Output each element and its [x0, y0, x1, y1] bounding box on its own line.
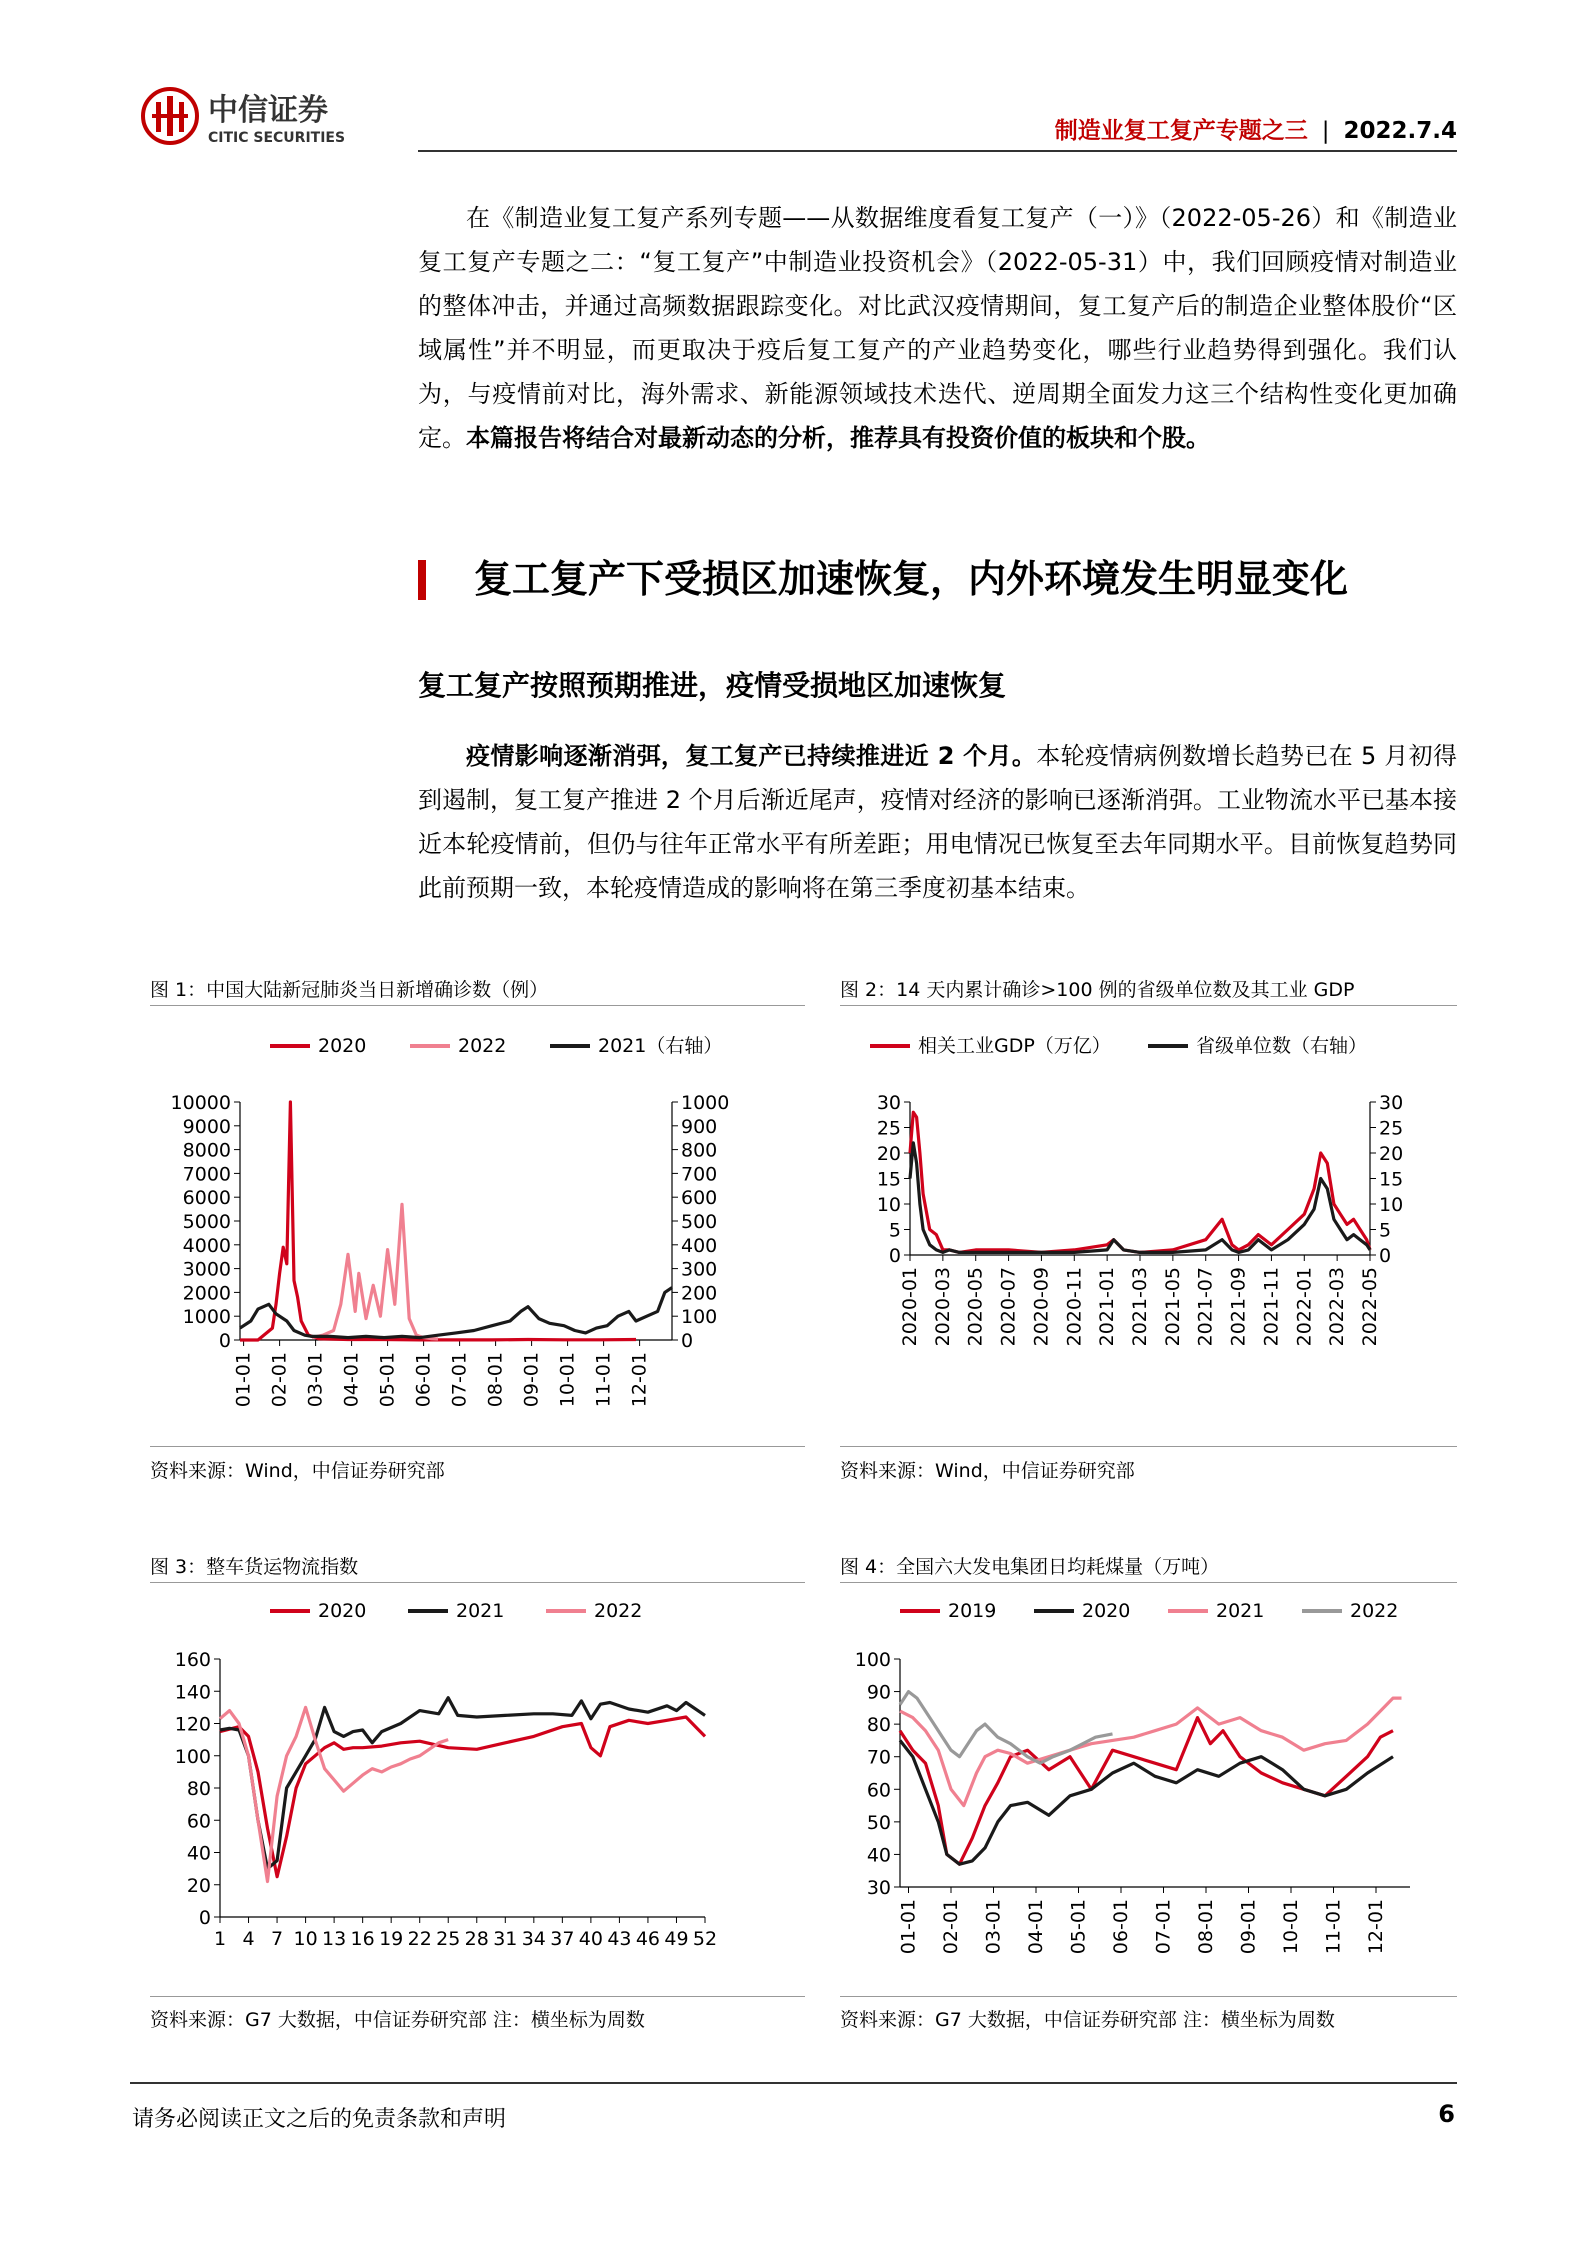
footer-disclaimer: 请务必阅读正文之后的免责条款和声明 [132, 2107, 507, 2132]
y-tick-label: 60 [866, 1779, 891, 1802]
x-tick-label: 7 [271, 1928, 284, 1950]
y-tick-label: 80 [186, 1778, 211, 1800]
fig2-bottom-rule [840, 1446, 1457, 1447]
y-tick-label: 6000 [182, 1187, 231, 1210]
y-tick-label: 80 [866, 1714, 891, 1737]
y-tick-label: 100 [854, 1649, 891, 1671]
y2-tick-label: 100 [681, 1306, 718, 1329]
y-tick-label: 4000 [182, 1234, 231, 1257]
y2-tick-label: 30 [1379, 1092, 1404, 1114]
logo [140, 84, 460, 148]
y-tick-label: 40 [866, 1844, 891, 1867]
y2-tick-label: 200 [681, 1282, 718, 1305]
y-tick-label: 3000 [182, 1258, 231, 1281]
y2-tick-label: 5 [1379, 1219, 1392, 1242]
x-tick-label: 49 [664, 1928, 689, 1950]
legend-label: 2020 [318, 1600, 367, 1622]
x-tick-label: 52 [692, 1928, 718, 1950]
x-tick-label: 2021-01 [1096, 1267, 1119, 1347]
body-paragraph [418, 734, 1457, 910]
x-tick-label: 2021-07 [1194, 1267, 1217, 1347]
body-text: 本轮疫情病例数增长趋势已在 5 月初得到遏制，复工复产推进 2 个月后渐近尾声，疫情对经济的影响已逐渐消弭。工业物流水平已基本接近本轮疫情前，但仍与往年正常水平有所差距；用电情况已恢复至去年同期水平。目前恢复趋势同此前预期一致，本轮疫情造成的影响将在第三季度初基本结束。 [418, 742, 1457, 902]
x-tick-label: 10 [293, 1928, 318, 1950]
x-tick-label: 1 [213, 1928, 227, 1950]
y-tick-label: 50 [866, 1811, 891, 1834]
series-line-相关工业GDP（万亿） [910, 1112, 1370, 1252]
fig3-top-rule [150, 1582, 805, 1583]
x-tick-label: 01-01 [897, 1899, 920, 1955]
x-tick-label: 02-01 [268, 1352, 291, 1408]
x-tick-label: 02-01 [940, 1899, 962, 1955]
x-tick-label: 06-01 [1110, 1899, 1132, 1955]
fig1-bottom-rule [150, 1446, 805, 1447]
logo-cn: 中信证券 [208, 93, 328, 128]
series-line-2019 [900, 1718, 1393, 1865]
y-tick-label: 70 [866, 1746, 891, 1769]
header-rule [418, 150, 1457, 152]
x-tick-label: 19 [379, 1928, 404, 1950]
y2-tick-label: 1000 [681, 1092, 730, 1114]
y-tick-label: 1000 [182, 1306, 231, 1329]
fig3-source: 资料来源：G7 大数据，中信证券研究部 注：横坐标为周数 [150, 2009, 645, 2031]
x-tick-label: 10-01 [1280, 1899, 1302, 1955]
x-tick-label: 2022-05 [1359, 1267, 1381, 1347]
x-tick-label: 05-01 [376, 1352, 399, 1408]
y2-tick-label: 600 [681, 1187, 718, 1210]
y-tick-label: 60 [186, 1810, 211, 1833]
y2-tick-label: 500 [681, 1211, 718, 1233]
x-tick-label: 03-01 [304, 1352, 327, 1408]
y2-tick-label: 10 [1379, 1194, 1404, 1216]
y-tick-label: 9000 [182, 1115, 231, 1138]
fig1-source: 资料来源：Wind，中信证券研究部 [150, 1460, 445, 1482]
x-tick-label: 09-01 [1237, 1899, 1260, 1955]
header-separator: | [1321, 118, 1330, 144]
y-tick-label: 25 [876, 1117, 901, 1140]
intro-paragraph [418, 196, 1457, 460]
y-tick-label: 0 [218, 1330, 231, 1352]
section-heading: 复工复产下受损区加速恢复，内外环境发生明显变化 [474, 557, 1349, 601]
y2-tick-label: 300 [681, 1258, 718, 1281]
x-tick-label: 2020-11 [1063, 1267, 1086, 1347]
x-tick-label: 13 [322, 1928, 347, 1950]
legend-label: 2021（右轴） [598, 1035, 723, 1057]
x-tick-label: 2021-05 [1161, 1267, 1184, 1347]
x-tick-label: 43 [607, 1928, 632, 1950]
page-number: 6 [1438, 2100, 1455, 2128]
fig2-top-rule [840, 1005, 1457, 1006]
x-tick-label: 04-01 [1025, 1899, 1047, 1955]
fig4-bottom-rule [840, 1996, 1457, 1997]
y2-tick-label: 15 [1379, 1168, 1404, 1191]
fig3-chart [150, 1587, 805, 1991]
y-tick-label: 7000 [182, 1163, 231, 1186]
intro-text: 在《制造业复工复产系列专题——从数据维度看复工复产（一）》（2022-05-26）和《制造业复工复产专题之二：“复工复产”中制造业投资机会》（2022-05-31）中，我们回顾疫情对制造业的整体冲击，并通过高频数据跟踪变化。对比武汉疫情期间，复工复产后的制造企业整体股价“区域属性”并不明显，而更取决于疫后复工复产的产业趋势变化，哪些行业趋势得到强化。我们认为，与疫情前对比，海外需求、新能源领域技术迭代、逆周期全面发力这三个结构性变化更加确定。 [418, 204, 1457, 452]
y2-tick-label: 900 [681, 1115, 718, 1138]
y-tick-label: 0 [198, 1907, 211, 1929]
x-tick-label: 25 [436, 1928, 461, 1950]
y-tick-label: 5 [888, 1219, 901, 1242]
fig4-chart [840, 1587, 1457, 1991]
subsection-heading: 复工复产按照预期推进，疫情受损地区加速恢复 [418, 669, 1007, 702]
fig4-title: 图 4：全国六大发电集团日均耗煤量（万吨） [840, 1556, 1220, 1578]
fig3-bottom-rule [150, 1996, 805, 1997]
y2-tick-label: 0 [1379, 1245, 1392, 1267]
x-tick-label: 11-01 [592, 1352, 615, 1408]
y-tick-label: 30 [876, 1092, 901, 1114]
x-tick-label: 08-01 [484, 1352, 507, 1408]
fig2-chart [840, 1010, 1457, 1444]
x-tick-label: 04-01 [340, 1352, 363, 1408]
x-tick-label: 03-01 [982, 1899, 1005, 1955]
x-tick-label: 2020-03 [931, 1267, 954, 1347]
x-tick-label: 01-01 [232, 1352, 255, 1408]
x-tick-label: 2022-03 [1326, 1267, 1349, 1347]
fig4-source: 资料来源：G7 大数据，中信证券研究部 注：横坐标为周数 [840, 2009, 1335, 2031]
x-tick-label: 2021-03 [1129, 1267, 1151, 1347]
y-tick-label: 100 [174, 1745, 211, 1768]
y-tick-label: 140 [174, 1681, 211, 1704]
body-bold: 疫情影响逐渐消弭，复工复产已持续推进近 2 个月。 [466, 742, 1037, 770]
legend-label: 2022 [1350, 1600, 1399, 1622]
x-tick-label: 46 [635, 1928, 661, 1950]
fig2-title: 图 2：14 天内累计确诊>100 例的省级单位数及其工业 GDP [840, 979, 1355, 1001]
y-tick-label: 0 [888, 1245, 901, 1267]
header-title [1055, 112, 1457, 145]
y2-tick-label: 0 [681, 1330, 694, 1352]
y2-tick-label: 25 [1379, 1117, 1404, 1140]
x-tick-label: 06-01 [412, 1352, 435, 1408]
y-tick-label: 2000 [182, 1282, 231, 1305]
y2-tick-label: 20 [1379, 1143, 1404, 1165]
legend-label: 2020 [1082, 1600, 1131, 1622]
fig4-top-rule [840, 1582, 1457, 1583]
y-tick-label: 30 [866, 1877, 891, 1899]
y-tick-label: 5000 [182, 1211, 231, 1233]
intro-bold: 本篇报告将结合对最新动态的分析，推荐具有投资价值的板块和个股。 [466, 424, 1210, 452]
legend-label: 2022 [458, 1035, 507, 1057]
x-tick-label: 4 [242, 1928, 255, 1950]
x-tick-label: 07-01 [1152, 1899, 1175, 1955]
report-date: 2022.7.4 [1343, 118, 1457, 144]
y-tick-label: 20 [186, 1874, 211, 1897]
x-tick-label: 2021-11 [1260, 1267, 1283, 1347]
x-tick-label: 28 [464, 1928, 489, 1950]
x-tick-label: 05-01 [1067, 1899, 1090, 1955]
series-line-2022 [220, 1707, 448, 1881]
y-tick-label: 120 [174, 1713, 211, 1736]
x-tick-label: 2020-05 [964, 1267, 987, 1347]
x-tick-label: 2020-01 [899, 1267, 921, 1347]
x-tick-label: 07-01 [448, 1352, 471, 1408]
report-title: 制造业复工复产专题之三 [1054, 118, 1308, 144]
legend-label: 相关工业GDP（万亿） [918, 1035, 1111, 1057]
x-tick-label: 16 [350, 1928, 375, 1950]
y2-tick-label: 400 [681, 1234, 718, 1257]
series-line-2020 [240, 1102, 636, 1340]
x-tick-label: 08-01 [1195, 1899, 1217, 1955]
y-tick-label: 90 [866, 1681, 891, 1704]
x-tick-label: 2020-09 [1030, 1267, 1053, 1347]
x-tick-label: 12-01 [628, 1352, 651, 1408]
y-tick-label: 20 [876, 1143, 901, 1165]
legend-label: 2021 [456, 1600, 505, 1622]
x-tick-label: 22 [407, 1928, 432, 1950]
series-line-2021 [900, 1698, 1402, 1806]
x-tick-label: 31 [493, 1928, 518, 1950]
x-tick-label: 2022-01 [1293, 1267, 1316, 1347]
y2-tick-label: 700 [681, 1163, 718, 1186]
x-tick-label: 10-01 [556, 1352, 579, 1408]
y-tick-label: 10 [876, 1194, 901, 1216]
fig3-title: 图 3：整车货运物流指数 [150, 1556, 359, 1578]
legend-label: 省级单位数（右轴） [1196, 1035, 1368, 1057]
y-tick-label: 40 [186, 1842, 211, 1865]
x-tick-label: 37 [550, 1928, 575, 1950]
x-tick-label: 2020-07 [997, 1267, 1020, 1347]
legend-label: 2022 [594, 1600, 643, 1622]
x-tick-label: 2021-09 [1227, 1267, 1250, 1347]
fig1-top-rule [150, 1005, 805, 1006]
heading-accent-bar [418, 560, 426, 600]
y-tick-label: 10000 [170, 1092, 231, 1114]
x-tick-label: 40 [578, 1928, 603, 1950]
y-tick-label: 8000 [182, 1139, 231, 1162]
series-line-2021 [220, 1698, 705, 1869]
fig1-title: 图 1：中国大陆新冠肺炎当日新增确诊数（例） [150, 979, 549, 1001]
x-tick-label: 34 [521, 1928, 546, 1950]
y-tick-label: 15 [876, 1168, 901, 1191]
fig1-chart [150, 1010, 805, 1444]
legend-label: 2021 [1216, 1600, 1265, 1622]
footer-rule [130, 2082, 1457, 2084]
legend-label: 2020 [318, 1035, 367, 1057]
logo-en: CITIC SECURITIES [208, 130, 346, 146]
x-tick-label: 11-01 [1322, 1899, 1345, 1955]
citic-logo-icon [140, 84, 460, 148]
fig2-source: 资料来源：Wind，中信证券研究部 [840, 1460, 1135, 1482]
x-tick-label: 12-01 [1365, 1899, 1387, 1955]
legend-label: 2019 [948, 1600, 997, 1622]
y-tick-label: 160 [174, 1649, 211, 1671]
series-line-省级单位数（右轴） [910, 1143, 1370, 1253]
series-line-2022 [312, 1204, 438, 1339]
x-tick-label: 09-01 [520, 1352, 543, 1408]
y2-tick-label: 800 [681, 1139, 718, 1162]
